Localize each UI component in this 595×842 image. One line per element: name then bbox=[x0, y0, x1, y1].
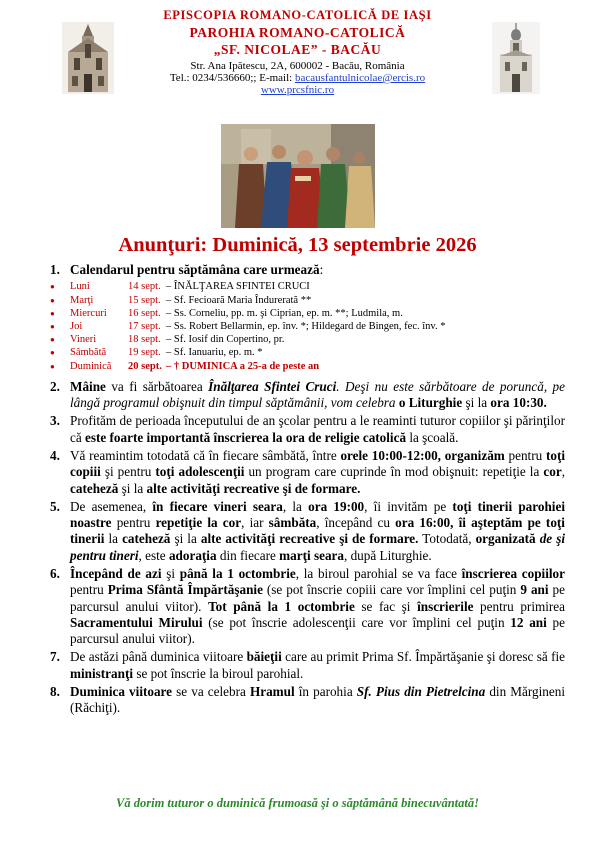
text-bold: înscrierea copiilor bbox=[461, 565, 565, 581]
calendar-date: 15 sept. bbox=[128, 294, 161, 306]
text-bold: orele 10:00-12:00, organizăm bbox=[340, 447, 505, 463]
text-bold: în fiecare vineri seara bbox=[152, 498, 283, 514]
text: De asemenea, bbox=[70, 498, 153, 514]
text-bold: cateheză bbox=[122, 531, 171, 547]
calendar-date: 17 sept. bbox=[128, 320, 161, 332]
calendar-desc: – ÎNĂLŢAREA SFINTEI CRUCI bbox=[166, 281, 310, 293]
text-bold: cateheză bbox=[70, 480, 119, 496]
text-bold: băieţii bbox=[246, 649, 282, 665]
calendar-heading: Calendarul pentru săptămâna care urmează bbox=[70, 262, 320, 277]
text: , după Liturghie. bbox=[343, 547, 432, 563]
text-bold: toţi adolescenţii bbox=[155, 464, 245, 480]
calendar-date: 14 sept. bbox=[128, 281, 161, 293]
text: , îi invităm pe bbox=[364, 498, 453, 514]
calendar-heading-colon: : bbox=[319, 262, 324, 277]
text: pe parcursul anului viitor). bbox=[70, 582, 565, 614]
text-bold: alte activităţi recreative şi de formare. bbox=[146, 480, 361, 496]
text-bold: 12 ani bbox=[510, 614, 547, 630]
calendar-row bbox=[50, 294, 565, 307]
text: , la biroul parohial se va face bbox=[295, 565, 462, 581]
calendar-day: Joi bbox=[70, 320, 83, 332]
announcements-list bbox=[50, 262, 565, 719]
text-bold: , îi aşteptăm pe toţi tinerii bbox=[70, 515, 565, 547]
announcement-3 bbox=[50, 413, 565, 446]
text: , începând cu bbox=[316, 515, 396, 531]
text-bold: până la 1 octombrie bbox=[179, 565, 296, 581]
bullet-icon: ● bbox=[50, 348, 55, 358]
bullet-icon: ● bbox=[50, 321, 55, 331]
calendar-row bbox=[50, 346, 565, 359]
text-bold-italic: Sf. Pius din Pietrelcina bbox=[356, 684, 486, 700]
text: din fiecare bbox=[216, 547, 280, 563]
closing-wish: Vă dorim tuturor o duminică frumoasă şi o săptămână binecuvântată! bbox=[116, 796, 479, 810]
item-text bbox=[70, 262, 565, 278]
text: , la bbox=[282, 498, 309, 514]
page-title: Anunţuri: Duminică, 13 septembrie 2026 bbox=[118, 234, 477, 256]
text-bold: Prima Sfântă Împărtăşanie bbox=[107, 582, 263, 598]
text: un program care cuprinde în mod obişnuit: repetiţie la bbox=[244, 464, 544, 480]
website-row bbox=[0, 84, 595, 96]
calendar-desc: – † DUMINICA a 25-a de peste an bbox=[166, 360, 320, 372]
text-bold: Duminica viitoare bbox=[70, 684, 173, 700]
item-text bbox=[70, 379, 565, 412]
text: şi la bbox=[118, 480, 147, 496]
bullet-icon: ● bbox=[50, 282, 55, 292]
text: pentru bbox=[111, 515, 156, 531]
calendar-date: 20 sept. bbox=[128, 360, 162, 372]
announcement-1 bbox=[50, 262, 565, 278]
item-number: 8. bbox=[50, 684, 60, 700]
calendar-desc: – Sf. Ianuariu, ep. m. * bbox=[166, 347, 263, 359]
text: şi pentru bbox=[100, 464, 156, 480]
text-bold-italic: de şi pentru tineri bbox=[70, 531, 565, 563]
text: şi la bbox=[170, 531, 201, 547]
announcement-2 bbox=[50, 379, 565, 412]
text: din Mărgineni (Răchiţi). bbox=[70, 684, 565, 716]
text-bold: cor bbox=[543, 464, 562, 480]
text-bold: organizată bbox=[475, 531, 536, 547]
text: , iar bbox=[241, 515, 269, 531]
text-bold: ora 10:30. bbox=[490, 395, 547, 411]
text: , este bbox=[138, 547, 169, 563]
calendar-day: Sâmbătă bbox=[70, 347, 107, 359]
text: şi la bbox=[462, 395, 491, 411]
calendar-row bbox=[50, 320, 565, 333]
text-bold: alte activităţi recreative şi de formare. bbox=[200, 531, 419, 547]
calendar-desc: – Ss. Robert Bellarmin, ep. înv. *; Hildegard de Bingen, fec. înv. * bbox=[166, 320, 446, 332]
religious-painting bbox=[221, 124, 375, 228]
text: şi bbox=[161, 565, 180, 581]
item-number: 1. bbox=[50, 262, 60, 277]
calendar-row-sunday bbox=[50, 360, 565, 373]
text: (se pot înscrie copiii care vor împlini cel puţin bbox=[262, 582, 521, 598]
text: Totodată, bbox=[418, 531, 476, 547]
calendar-row bbox=[50, 280, 565, 293]
phone-label: Tel.: 0234/536660;; E-mail: bbox=[169, 72, 295, 84]
text: se va celebra bbox=[172, 684, 250, 700]
calendar-date: 19 sept. bbox=[128, 347, 161, 359]
diocese-name: EPISCOPIA ROMANO-CATOLICĂ DE IAŞI bbox=[163, 8, 432, 22]
calendar-desc: – Sf. Fecioară Maria Îndurerată ** bbox=[166, 294, 312, 306]
text-bold: Începând de azi bbox=[70, 565, 162, 581]
text-bold: înscrierile bbox=[417, 598, 474, 614]
contact-line bbox=[0, 72, 595, 84]
text-bold: 9 ani bbox=[520, 582, 549, 598]
item-number: 6. bbox=[50, 565, 60, 581]
item-text bbox=[70, 499, 565, 564]
announcement-5 bbox=[50, 499, 565, 564]
bullet-icon: ● bbox=[50, 335, 55, 345]
parish-type: PAROHIA ROMANO-CATOLICĂ bbox=[189, 25, 406, 40]
text: (se pot înscrie adolescenţii care vor împlini cel puţin bbox=[202, 614, 511, 630]
text: , bbox=[561, 464, 565, 480]
text-bold: toţi copiii bbox=[70, 447, 565, 480]
text-bold: Tot până la 1 octombrie bbox=[208, 598, 355, 614]
text: pentru primirea bbox=[473, 598, 566, 614]
text-bold: Sacramentului Mirului bbox=[70, 614, 203, 630]
text-bold: repetiţie la cor bbox=[155, 515, 242, 531]
calendar-day: Vineri bbox=[70, 334, 97, 346]
website-link[interactable]: www.prcsfnic.ro bbox=[260, 84, 335, 96]
item-text bbox=[70, 649, 565, 682]
item-text bbox=[70, 413, 565, 446]
text-bold: toţi tinerii parohiei noastre bbox=[70, 498, 565, 531]
text: la bbox=[104, 531, 123, 547]
text: pe parcursul anului viitor). bbox=[70, 614, 565, 647]
text: se pot înscrie la biroul parohial. bbox=[133, 665, 304, 681]
letterhead bbox=[0, 8, 595, 96]
calendar-day: Duminică bbox=[70, 360, 112, 372]
item-number: 7. bbox=[50, 649, 60, 665]
parish-address: Str. Ana Ipătescu, 2A, 600002 - Bacău, România bbox=[190, 60, 405, 72]
text: va fi sărbătoarea bbox=[105, 378, 209, 394]
text: în parohia bbox=[294, 684, 357, 700]
text-bold: adoraţia bbox=[168, 547, 217, 563]
announcement-6 bbox=[50, 566, 565, 647]
item-text bbox=[70, 684, 565, 717]
text: la şcoală. bbox=[406, 429, 459, 445]
text-bold: Mâine bbox=[70, 378, 106, 394]
text-bold: o Liturghie bbox=[398, 395, 463, 411]
calendar-row bbox=[50, 307, 565, 320]
parish-name: „SF. NICOLAE” - BACĂU bbox=[213, 42, 382, 57]
calendar-desc: – Sf. Iosif din Copertino, pr. bbox=[166, 334, 285, 346]
calendar-day: Luni bbox=[70, 281, 90, 293]
calendar-day: Marţi bbox=[70, 294, 94, 306]
text: Vă reamintim totodată că în fiecare sâmbătă, între bbox=[70, 447, 341, 463]
text: care au primit Prima Sf. Împărtăşanie şi doresc să fie bbox=[281, 649, 565, 665]
item-number: 4. bbox=[50, 447, 60, 463]
bullet-icon: ● bbox=[50, 295, 55, 305]
calendar-row bbox=[50, 333, 565, 346]
text-bold: Hramul bbox=[249, 684, 295, 700]
email-link[interactable]: bacausfantulnicolae@ercis.ro bbox=[294, 72, 426, 84]
announcement-7 bbox=[50, 649, 565, 682]
text-bold: ora 16:00 bbox=[395, 515, 451, 531]
text-bold: marţi seara bbox=[279, 547, 344, 563]
text: Profităm de perioada începutului de an şcolar pentru a le reaminti tuturor copiilor şi părinţilor că bbox=[70, 413, 565, 445]
calendar-day: Miercuri bbox=[70, 307, 107, 319]
text: De astăzi până duminica viitoare bbox=[70, 649, 247, 665]
text: pentru bbox=[504, 447, 546, 463]
text: se fac şi bbox=[354, 598, 418, 614]
text-bold: ora 19:00 bbox=[308, 498, 365, 514]
item-text bbox=[70, 448, 565, 497]
announcement-4 bbox=[50, 448, 565, 497]
bullet-icon: ● bbox=[50, 361, 55, 371]
text-bold: este foarte importantă înscrierea la ora de religie catolică bbox=[85, 429, 407, 445]
calendar-date: 16 sept. bbox=[128, 307, 161, 319]
text-bold-italic: Înălţarea Sfintei Cruci bbox=[208, 378, 337, 394]
calendar-desc: – Ss. Corneliu, pp. m. şi Ciprian, ep. m. **; Ludmila, m. bbox=[166, 307, 403, 319]
item-text bbox=[70, 566, 565, 647]
text-bold: sâmbăta bbox=[268, 515, 317, 531]
item-number: 5. bbox=[50, 498, 60, 514]
text-italic: . Deşi nu este sărbătoare de poruncă, pe lângă programul obişnuit din timpul săptămânii, vom celebra bbox=[70, 378, 565, 411]
announcement-8 bbox=[50, 684, 565, 717]
weekly-calendar bbox=[50, 280, 565, 372]
item-number: 2. bbox=[50, 378, 60, 394]
calendar-date: 18 sept. bbox=[128, 334, 161, 346]
text-bold: ministranţi bbox=[70, 665, 134, 681]
item-number: 3. bbox=[50, 413, 60, 429]
text: pentru bbox=[70, 582, 108, 598]
bullet-icon: ● bbox=[50, 308, 55, 318]
